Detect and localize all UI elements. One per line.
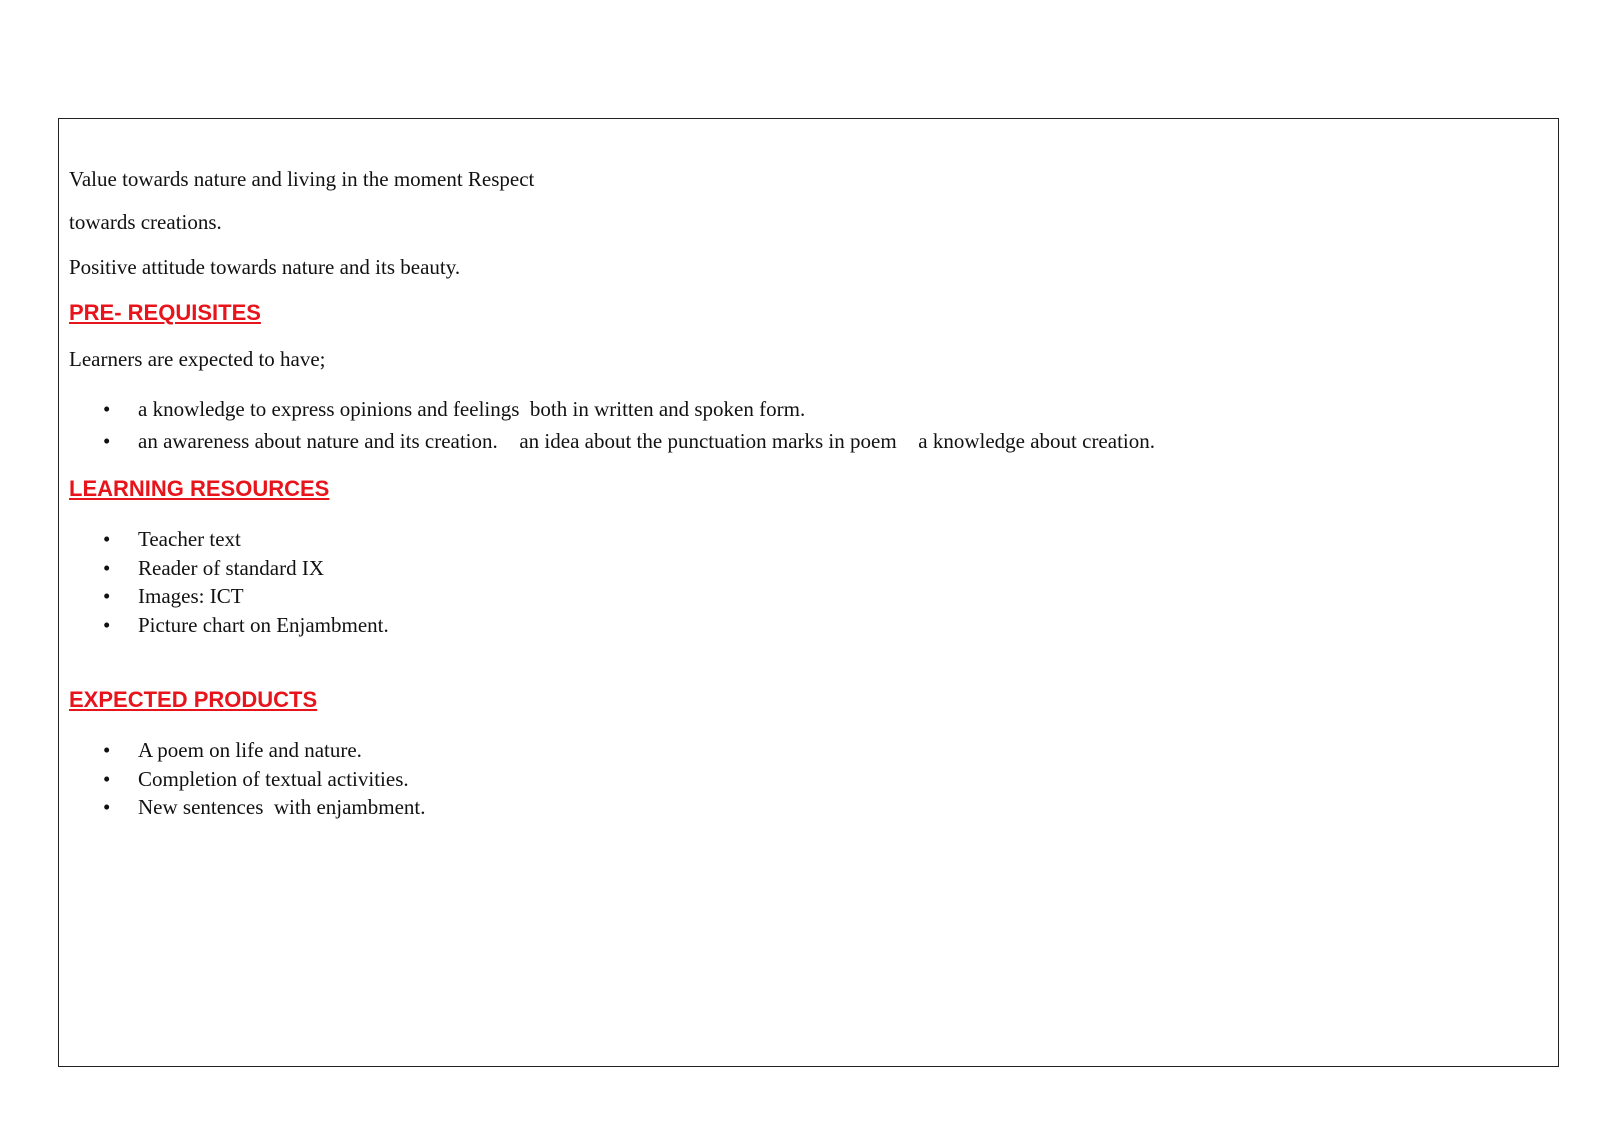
list-item	[69, 765, 1548, 794]
learning-resources-heading: LEARNING RESOURCES	[69, 476, 330, 501]
values-line-2: towards creations.	[69, 210, 222, 234]
list-item-text: an awareness about nature and its creation. an idea about the punctuation marks in poem a knowledge about creation.	[138, 429, 1133, 453]
list-item	[69, 425, 1548, 457]
values-line-3: Positive attitude towards nature and its beauty.	[69, 255, 461, 279]
prerequisites-heading: PRE- REQUISITES	[69, 300, 261, 325]
list-item	[69, 554, 1548, 583]
bullet-icon: •	[103, 397, 111, 421]
list-item-text: Reader of standard IX	[138, 555, 325, 580]
list-item-text: New sentences with enjambment.	[138, 795, 426, 819]
expected-products-heading: EXPECTED PRODUCTS	[69, 687, 318, 712]
bullet-icon: •	[103, 612, 111, 637]
values-line-1: Value towards nature and living in the moment Respect	[69, 167, 535, 191]
content-frame	[58, 118, 1559, 1067]
learning-resources-list	[69, 525, 1548, 639]
prerequisites-list	[69, 393, 1548, 457]
list-item	[69, 736, 1548, 765]
list-item	[69, 525, 1548, 554]
list-item	[69, 611, 1548, 640]
bullet-icon: •	[103, 584, 111, 608]
list-item-text: A poem on life and nature.	[138, 738, 362, 762]
expected-products-list	[69, 736, 1548, 822]
list-item	[69, 582, 1548, 611]
list-item-text: a knowledge to express opinions and feelings both in written and spoken form.	[138, 397, 806, 421]
bullet-icon: •	[103, 555, 111, 580]
bullet-icon: •	[103, 527, 111, 551]
list-item-text: Teacher text	[138, 527, 241, 551]
list-item	[69, 793, 1548, 822]
list-item-text: Completion of textual activities.	[138, 766, 409, 791]
bullet-icon: •	[103, 795, 111, 819]
list-item	[69, 393, 1548, 425]
bullet-icon: •	[103, 766, 111, 791]
prerequisites-intro: Learners are expected to have;	[69, 347, 326, 371]
list-item-text: Picture chart on Enjambment.	[138, 612, 389, 637]
document-body	[69, 167, 1548, 822]
bullet-icon: •	[103, 738, 111, 762]
bullet-icon: •	[103, 429, 111, 453]
list-item-text: Images: ICT	[138, 584, 244, 608]
